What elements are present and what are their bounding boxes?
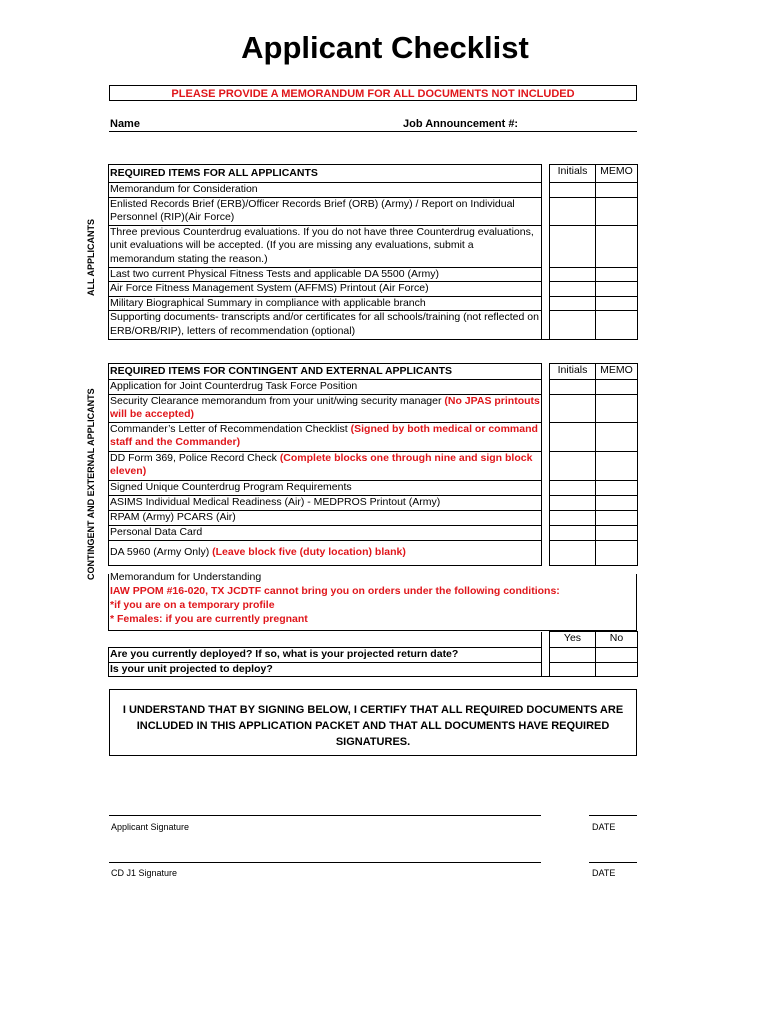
initials-cell[interactable] <box>550 197 596 225</box>
checklist-item: Three previous Counterdrug evaluations. If you do not have three Counterdrug evaluations, unit evaluations will be accepted. (If you are missing any evaluations, submit a memorandum stating the reason.) <box>109 225 542 267</box>
no-cell[interactable] <box>596 648 638 663</box>
deploy-question: Is your unit projected to deploy? <box>109 662 542 677</box>
all-applicants-side-label: ALL APPLICANTS <box>86 218 96 296</box>
page-title: Applicant Checklist <box>241 30 529 65</box>
contingent-external-side-label: CONTINGENT AND EXTERNAL APPLICANTS <box>86 388 96 580</box>
memo-cell[interactable] <box>596 380 638 395</box>
memo-cell[interactable] <box>596 480 638 495</box>
mou-line: * Females: if you are currently pregnant <box>110 613 308 625</box>
yes-header: Yes <box>550 632 596 648</box>
date-label: DATE <box>592 868 616 878</box>
mou-line: IAW PPOM #16-020, TX JCDTF cannot bring you on orders under the following conditions: <box>110 585 560 597</box>
memo-cell[interactable] <box>596 540 638 565</box>
initials-cell[interactable] <box>550 311 596 339</box>
date-label: DATE <box>592 822 616 832</box>
initials-cell[interactable] <box>550 296 596 311</box>
mou-title: Memorandum for Understanding <box>110 571 262 583</box>
checklist-item: Last two current Physical Fitness Tests and applicable DA 5500 (Army) <box>109 267 542 282</box>
initials-cell[interactable] <box>550 480 596 495</box>
memo-cell[interactable] <box>596 296 638 311</box>
job-announcement-label: Job Announcement #: <box>403 118 519 130</box>
initials-cell[interactable] <box>550 267 596 282</box>
cd-j1-signature-label: CD J1 Signature <box>111 868 178 878</box>
memo-cell[interactable] <box>596 451 638 480</box>
applicant-signature-label: Applicant Signature <box>111 822 190 832</box>
name-label: Name <box>110 118 140 130</box>
checklist-item: Military Biographical Summary in compliance with applicable branch <box>109 296 542 311</box>
initials-header: Initials <box>550 165 596 183</box>
checklist-item: Signed Unique Counterdrug Program Requirements <box>109 480 542 495</box>
no-cell[interactable] <box>596 662 638 677</box>
checklist-item: Application for Joint Counterdrug Task Force Position <box>109 380 542 395</box>
memo-cell[interactable] <box>596 495 638 510</box>
memo-cell[interactable] <box>596 197 638 225</box>
memo-header: MEMO <box>596 364 638 380</box>
all-applicants-table <box>108 164 638 340</box>
initials-cell[interactable] <box>550 282 596 297</box>
yes-cell[interactable] <box>550 662 596 677</box>
deployment-table <box>108 631 638 677</box>
checklist-item: Air Force Fitness Management System (AFFMS) Printout (Air Force) <box>109 282 542 297</box>
memo-cell[interactable] <box>596 311 638 339</box>
memo-cell[interactable] <box>596 225 638 267</box>
checklist-item: DD Form 369, Police Record Check (Complete blocks one through nine and sign block eleven) <box>109 451 542 480</box>
checklist-item: Enlisted Records Brief (ERB)/Officer Records Brief (ORB) (Army) / Report on Individual Personnel (RIP)(Air Force) <box>109 197 542 225</box>
memo-cell[interactable] <box>596 267 638 282</box>
checklist-item: Commander’s Letter of Recommendation Checklist (Signed by both medical or command staff and the Commander) <box>109 422 542 451</box>
initials-cell[interactable] <box>550 422 596 451</box>
yes-cell[interactable] <box>550 648 596 663</box>
applicant-signature-line[interactable] <box>109 815 541 816</box>
contingent-external-table <box>108 363 638 566</box>
initials-cell[interactable] <box>550 225 596 267</box>
date-line[interactable] <box>589 815 637 816</box>
initials-cell[interactable] <box>550 540 596 565</box>
checklist-item: DA 5960 (Army Only) (Leave block five (duty location) blank) <box>109 540 542 565</box>
checklist-item: Personal Data Card <box>109 525 542 540</box>
initials-cell[interactable] <box>550 451 596 480</box>
date-line[interactable] <box>589 862 637 863</box>
checklist-item: ASIMS Individual Medical Readiness (Air) - MEDPROS Printout (Army) <box>109 495 542 510</box>
certification-statement: I UNDERSTAND THAT BY SIGNING BELOW, I CERTIFY THAT ALL REQUIRED DOCUMENTS ARE INCLUDED IN THIS APPLICATION PACKET AND THAT ALL DOCUMENTS HAVE REQUIRED SIGNATURES. <box>109 689 637 756</box>
mou-line: *if you are on a temporary profile <box>110 599 275 611</box>
initials-cell[interactable] <box>550 495 596 510</box>
memo-cell[interactable] <box>596 525 638 540</box>
all-applicants-header: REQUIRED ITEMS FOR ALL APPLICANTS <box>109 165 542 183</box>
deploy-question: Are you currently deployed? If so, what is your projected return date? <box>109 648 542 663</box>
memo-cell[interactable] <box>596 510 638 525</box>
initials-cell[interactable] <box>550 380 596 395</box>
memo-cell[interactable] <box>596 394 638 422</box>
initials-header: Initials <box>550 364 596 380</box>
cd-j1-signature-line[interactable] <box>109 862 541 863</box>
initials-cell[interactable] <box>550 183 596 198</box>
memo-cell[interactable] <box>596 422 638 451</box>
checklist-item: Memorandum for Consideration <box>109 183 542 198</box>
checklist-item: Supporting documents- transcripts and/or certificates for all schools/training (not reflected on ERB/ORB/RIP), letters of recommendation (optional) <box>109 311 542 339</box>
no-header: No <box>596 632 638 648</box>
initials-cell[interactable] <box>550 525 596 540</box>
checklist-item: Security Clearance memorandum from your unit/wing security manager (No JPAS printouts will be accepted) <box>109 394 542 422</box>
memo-cell[interactable] <box>596 183 638 198</box>
checklist-item: RPAM (Army) PCARS (Air) <box>109 510 542 525</box>
contingent-external-header: REQUIRED ITEMS FOR CONTINGENT AND EXTERNAL APPLICANTS <box>109 364 542 380</box>
memo-cell[interactable] <box>596 282 638 297</box>
name-field-line[interactable] <box>109 131 637 132</box>
memo-header: MEMO <box>596 165 638 183</box>
initials-cell[interactable] <box>550 394 596 422</box>
initials-cell[interactable] <box>550 510 596 525</box>
memo-banner: PLEASE PROVIDE A MEMORANDUM FOR ALL DOCUMENTS NOT INCLUDED <box>109 85 637 101</box>
